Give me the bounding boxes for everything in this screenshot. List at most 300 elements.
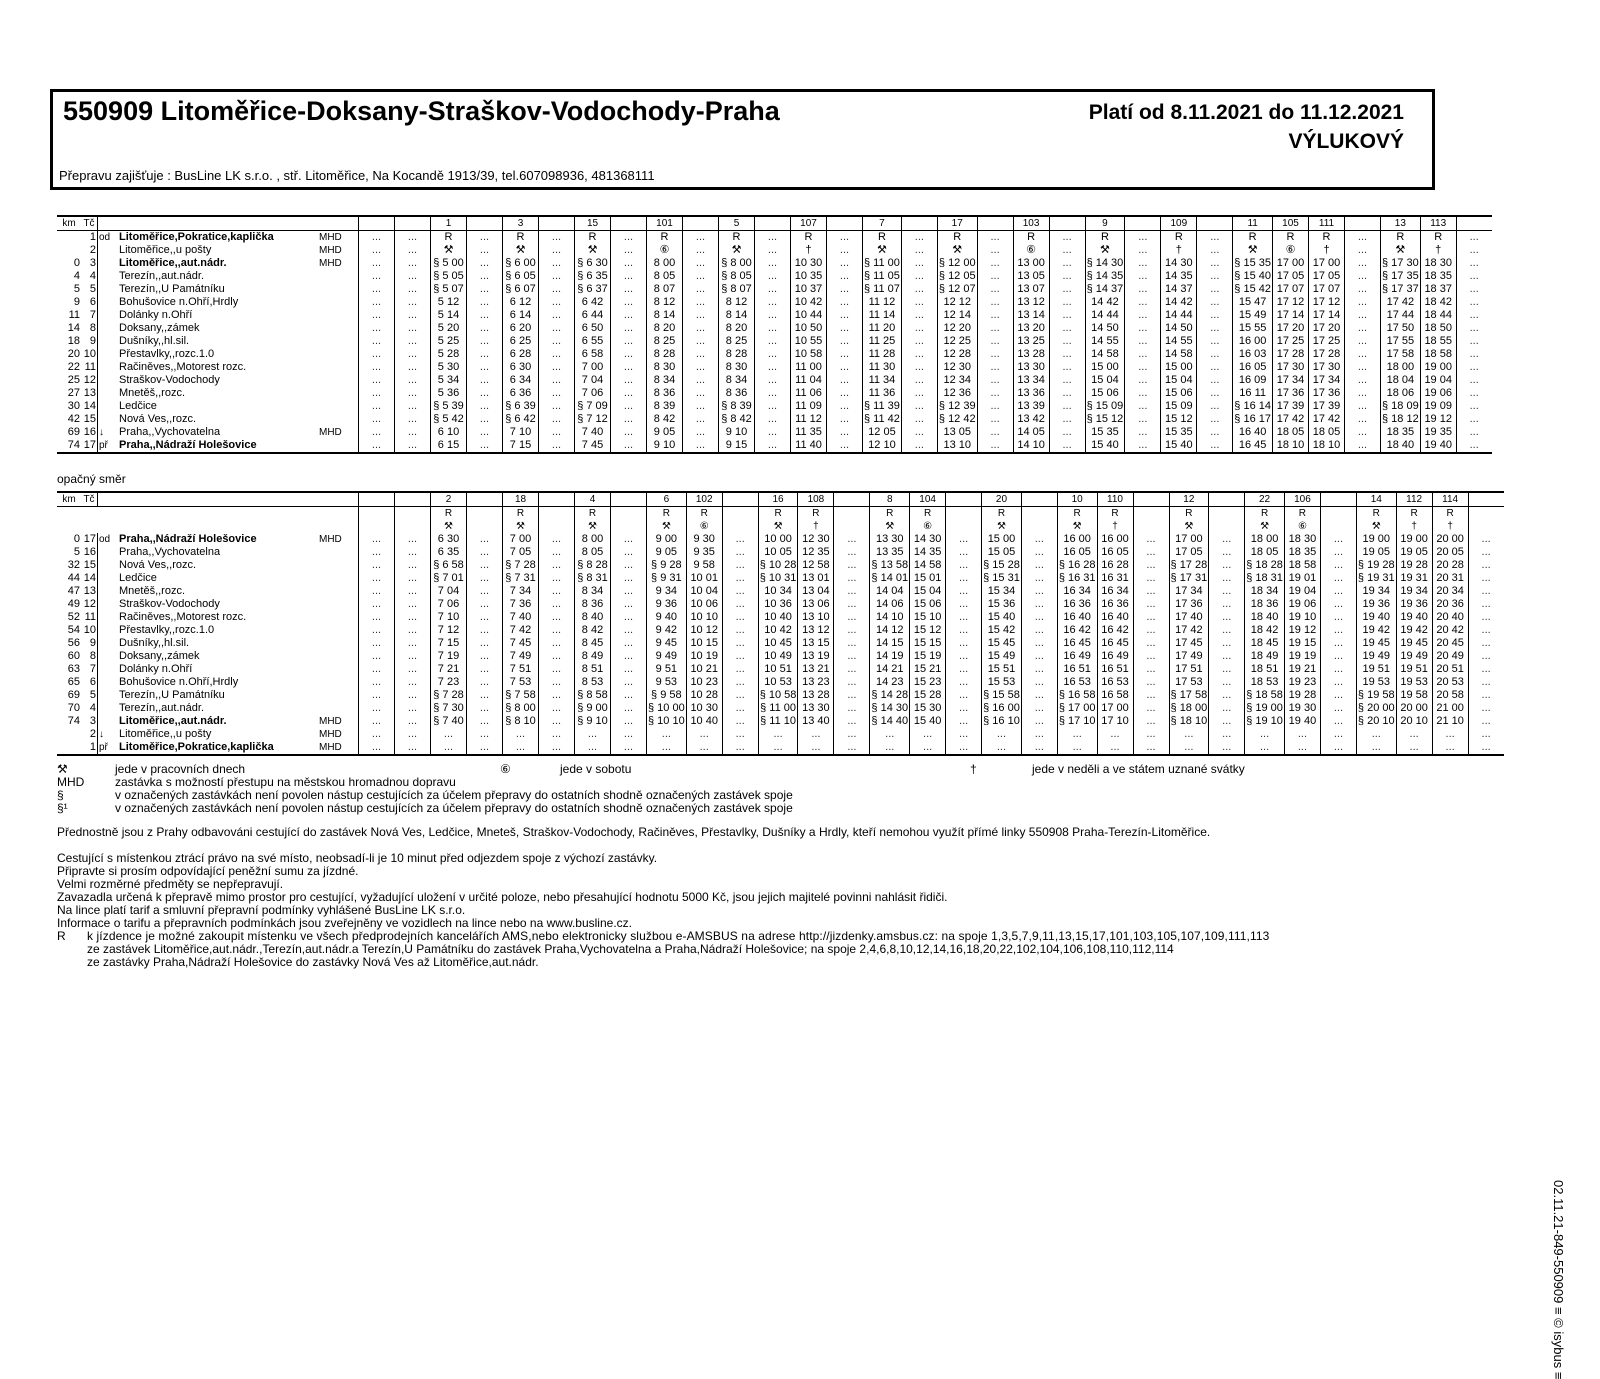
departure-time: ... (611, 309, 647, 322)
departure-time: ... (359, 663, 395, 676)
departure-time: ... (946, 611, 982, 624)
departure-time: ... (467, 348, 503, 361)
stop-direction-mark (98, 257, 119, 270)
trip-note: R (1356, 507, 1396, 521)
departure-time: 17 14 (1273, 309, 1309, 322)
trip-number (755, 216, 791, 231)
departure-time: ... (1396, 728, 1432, 741)
departure-time: § 10 58 (759, 689, 797, 701)
departure-time: 19 23 (1284, 676, 1320, 689)
departure-time: ... (755, 439, 791, 453)
departure-time: 13 10 (937, 439, 977, 453)
trip-note: † (1396, 520, 1432, 533)
departure-time: ... (1209, 676, 1245, 689)
departure-time: ⚒ (1085, 244, 1125, 257)
stop-direction-mark (98, 624, 119, 637)
stop-row (57, 413, 1492, 426)
departure-time: 15 05 (982, 546, 1022, 559)
departure-time: 9 00 (647, 533, 687, 546)
departure-time: 15 45 (982, 637, 1022, 650)
trip-number: 15 (575, 216, 611, 231)
stop-row (57, 546, 1504, 559)
stop-row (57, 650, 1504, 663)
stop-km: 22 (67, 361, 80, 373)
header-box (50, 89, 1435, 190)
departure-time: § 19 58 (1357, 689, 1395, 701)
departure-time: 13 06 (798, 598, 834, 611)
departure-time: ... (1125, 231, 1161, 245)
departure-time: ... (395, 689, 431, 702)
departure-time: 14 12 (870, 624, 910, 637)
stop-direction-mark (98, 676, 119, 689)
departure-time: § 16 10 (983, 715, 1020, 727)
departure-time: § 6 42 (503, 413, 539, 426)
departure-time: 12 58 (798, 559, 834, 572)
departure-time: ... (395, 741, 431, 755)
departure-time: ... (359, 572, 395, 585)
departure-time: 13 30 (798, 702, 834, 715)
departure-time: 15 36 (982, 598, 1022, 611)
departure-time: ... (1169, 728, 1209, 741)
stop-km: 52 (67, 611, 80, 623)
stop-tc: 15 (81, 559, 98, 572)
departure-time: ... (977, 244, 1013, 257)
departure-time: 14 19 (870, 650, 910, 663)
departure-time: ... (611, 374, 647, 387)
note-reservation-text: k jízdence je možné zakoupit místenku ve všech předprodejních kancelářích AMS,nebo elektronicky službou e-AMSBUS na adrese http://jizdenky.amsbus.cz: na spoje 1,3,5,7,9,11,13,15,17,101,103,105,107,109,111,113 (87, 929, 1270, 943)
departure-time: ... (683, 270, 719, 283)
departure-time: 15 40 (1085, 439, 1125, 453)
departure-time: ... (1049, 309, 1085, 322)
departure-time: ... (977, 361, 1013, 374)
departure-time: ... (1097, 741, 1133, 755)
departure-time: 18 00 (1245, 533, 1285, 546)
departure-time: ... (1133, 624, 1169, 637)
departure-time: 9 05 (647, 546, 687, 559)
stop-row (57, 559, 1504, 572)
departure-time: ... (611, 387, 647, 400)
departure-time: ... (946, 546, 982, 559)
departure-time: § 18 31 (1246, 572, 1283, 584)
departure-time: ... (1125, 283, 1161, 296)
stop-mhd: MHD (318, 257, 359, 270)
departure-time: 14 05 (1013, 426, 1049, 439)
departure-time: 18 36 (1245, 598, 1285, 611)
departure-time: ... (901, 387, 937, 400)
departure-time: ... (503, 728, 539, 741)
departure-time: 16 53 (1097, 676, 1133, 689)
departure-time: § 9 00 (575, 702, 611, 715)
departure-time: ... (827, 426, 863, 439)
departure-time: ... (1209, 611, 1245, 624)
departure-time: 19 04 (1420, 374, 1456, 387)
departure-time: ... (359, 598, 395, 611)
departure-time: ... (1468, 702, 1504, 715)
departure-time: ... (798, 741, 834, 755)
departure-time: ... (539, 439, 575, 453)
stop-tc: 11 (81, 361, 98, 374)
departure-time: ... (977, 413, 1013, 426)
trip-note (467, 507, 503, 521)
stop-mhd (318, 400, 359, 413)
departure-time: § 7 58 (503, 689, 539, 702)
departure-time: ... (539, 611, 575, 624)
departure-time: ... (467, 715, 503, 728)
departure-time: 17 40 (1169, 611, 1209, 624)
departure-time: 20 58 (1432, 689, 1468, 702)
departure-time: ... (722, 650, 758, 663)
departure-time: 14 21 (870, 663, 910, 676)
trip-note: R (575, 507, 611, 521)
departure-time: 19 51 (1356, 663, 1396, 676)
departure-time: ... (467, 361, 503, 374)
departure-time: 18 05 (1245, 546, 1285, 559)
departure-time: 17 30 (1273, 361, 1309, 374)
stop-tc: 13 (81, 585, 98, 598)
departure-time: § 8 28 (575, 559, 611, 572)
carrier-info: Přepravu zajišťuje : BusLine LK s.r.o. , stř. Litoměřice, Na Kocandě 1913/39, tel.607098936, 481368111 (59, 168, 655, 183)
departure-time: ... (901, 439, 937, 453)
departure-time: ... (611, 270, 647, 283)
departure-time: ... (755, 257, 791, 270)
departure-time: 6 34 (503, 374, 539, 387)
departure-time: ... (539, 689, 575, 702)
departure-time: 14 30 (1161, 257, 1197, 270)
departure-time: 10 58 (791, 348, 827, 361)
departure-time: § 5 00 (431, 257, 467, 270)
stop-row (57, 257, 1492, 270)
stop-km: 65 (67, 676, 80, 688)
departure-time: 8 42 (647, 413, 683, 426)
trip-number: 17 (937, 216, 977, 231)
departure-time: 10 36 (758, 598, 798, 611)
departure-time: ... (467, 296, 503, 309)
stop-name: Litoměřice,,aut.nádr. (119, 257, 227, 269)
departure-time: 17 20 (1273, 322, 1309, 335)
departure-time: 20 00 (1432, 533, 1468, 546)
departure-time: ... (1456, 257, 1492, 270)
departure-time: 15 35 (1161, 426, 1197, 439)
reservation-symbol: R (57, 929, 66, 943)
departure-time: ... (1021, 559, 1057, 572)
departure-time: ... (467, 533, 503, 546)
departure-time: 13 34 (1013, 374, 1049, 387)
departure-time: 14 58 (1161, 348, 1197, 361)
departure-time: ... (395, 702, 431, 715)
departure-time: ... (1125, 296, 1161, 309)
note-large-items: Velmi rozměrné předměty se nepřepravují. (57, 877, 284, 891)
departure-time: 10 30 (791, 257, 827, 270)
departure-time: 11 09 (791, 400, 827, 413)
departure-time: ... (901, 426, 937, 439)
trip-number: 113 (1420, 216, 1456, 231)
trip-note (1468, 507, 1504, 521)
stop-direction-mark (98, 400, 119, 413)
trip-note: ⚒ (1356, 520, 1396, 533)
departure-time: 13 30 (870, 533, 910, 546)
stop-mhd (318, 322, 359, 335)
departure-time: ... (755, 283, 791, 296)
departure-time: ... (1320, 702, 1356, 715)
departure-time: ... (1197, 244, 1233, 257)
departure-time: ... (539, 335, 575, 348)
departure-time: § 18 10 (1170, 715, 1208, 727)
departure-time: ... (1021, 728, 1057, 741)
departure-time: § 15 42 (1234, 283, 1271, 295)
departure-time: 14 55 (1085, 335, 1125, 348)
departure-time: 7 04 (575, 374, 611, 387)
departure-time: ... (977, 426, 1013, 439)
departure-time: ... (946, 598, 982, 611)
trip-note: R (431, 507, 467, 521)
departure-time: ... (1345, 322, 1381, 335)
departure-time: ... (1456, 296, 1492, 309)
departure-time: ... (467, 663, 503, 676)
departure-time: 16 00 (1057, 533, 1097, 546)
departure-time: † (1161, 244, 1197, 257)
departure-time: 18 00 (1381, 361, 1421, 374)
stop-km: 63 (67, 663, 80, 675)
departure-time: ... (1396, 741, 1432, 755)
trip-note (1209, 507, 1245, 521)
trip-note (359, 520, 395, 533)
departure-time: ... (1125, 413, 1161, 426)
departure-time: ... (1021, 585, 1057, 598)
departure-time: ... (977, 439, 1013, 453)
stop-direction-mark (98, 598, 119, 611)
departure-time: ... (1209, 585, 1245, 598)
departure-time: ... (539, 650, 575, 663)
stop-km: 30 (67, 400, 80, 412)
stop-km: 60 (67, 650, 80, 662)
departure-time: ... (467, 585, 503, 598)
departure-time: ... (395, 663, 431, 676)
departure-time: 19 49 (1356, 650, 1396, 663)
departure-time: ... (755, 374, 791, 387)
departure-time: 18 35 (1381, 426, 1421, 439)
departure-time: ... (722, 598, 758, 611)
departure-time: ... (1133, 728, 1169, 741)
note-priority: Přednostně jsou z Prahy odbavováni cestující do zastávek Nová Ves, Ledčice, Mneteš, Straškov-Vodochody, Račiněves, Přestavlky, Dušníky a Hrdly, kteří nemohou využít přímé linky 550908 Praha-Terezín-Litoměřice. (57, 825, 1211, 839)
departure-time: ⚒ (431, 244, 467, 257)
departure-time: ... (359, 322, 395, 335)
departure-time: § 6 35 (575, 270, 611, 283)
departure-time: 10 45 (758, 637, 798, 650)
trip-note: R (1097, 507, 1133, 521)
departure-time: 15 06 (1161, 387, 1197, 400)
departure-time: 7 15 (431, 637, 467, 650)
departure-time: ... (611, 257, 647, 270)
departure-time: ... (611, 598, 647, 611)
departure-time: ... (827, 257, 863, 270)
departure-time: 9 15 (719, 439, 755, 453)
departure-time: ... (834, 572, 870, 585)
departure-time: ⑥ (1013, 244, 1049, 257)
departure-time: 5 34 (431, 374, 467, 387)
departure-time: 13 25 (1013, 335, 1049, 348)
departure-time: ... (1456, 283, 1492, 296)
departure-time: 18 42 (1420, 296, 1456, 309)
departure-time: 15 10 (910, 611, 946, 624)
departure-time: § 5 05 (431, 270, 467, 283)
departure-time: 17 45 (1169, 637, 1209, 650)
departure-time: ... (901, 296, 937, 309)
departure-time: ... (395, 231, 431, 245)
departure-time: ... (1049, 374, 1085, 387)
departure-time: ... (946, 624, 982, 637)
departure-time: ... (946, 533, 982, 546)
departure-time: ... (1209, 624, 1245, 637)
tc-header: Tč (81, 216, 98, 231)
trip-note: R (1284, 507, 1320, 521)
trip-number (1021, 492, 1057, 507)
departure-time: ... (539, 728, 575, 741)
departure-time: 11 06 (791, 387, 827, 400)
stop-direction-mark: ↓ (99, 427, 104, 438)
departure-time: ... (359, 676, 395, 689)
departure-time: 15 01 (910, 572, 946, 585)
trip-note: R (910, 507, 946, 521)
departure-time: 14 06 (870, 598, 910, 611)
departure-time: ... (359, 426, 395, 439)
departure-time: 10 49 (758, 650, 798, 663)
departure-time: 17 05 (1309, 270, 1345, 283)
departure-time: ... (722, 728, 758, 741)
departure-time: 16 36 (1057, 598, 1097, 611)
departure-time: 8 34 (719, 374, 755, 387)
departure-time: 7 40 (503, 611, 539, 624)
departure-time: 15 06 (910, 598, 946, 611)
departure-time: ... (722, 637, 758, 650)
departure-time: ... (1049, 439, 1085, 453)
trip-note: ⚒ (503, 520, 539, 533)
departure-time: ... (1197, 309, 1233, 322)
stop-tc: 14 (81, 400, 98, 413)
departure-time: ... (539, 741, 575, 755)
departure-time: ... (1125, 348, 1161, 361)
stop-mhd: MHD (318, 728, 359, 741)
departure-time: † (1309, 244, 1345, 257)
departure-time: 6 36 (503, 387, 539, 400)
departure-time: ... (467, 244, 503, 257)
departure-time: 10 19 (686, 650, 722, 663)
departure-time: 10 15 (686, 637, 722, 650)
departure-time: ... (834, 715, 870, 728)
departure-time: 6 44 (575, 309, 611, 322)
departure-time: ... (395, 533, 431, 546)
trip-note: ⚒ (870, 520, 910, 533)
departure-time: 8 49 (575, 650, 611, 663)
departure-time: 11 36 (863, 387, 902, 400)
departure-time: 10 06 (686, 598, 722, 611)
paragraph1-symbol: §¹ (57, 801, 68, 815)
departure-time: ... (539, 309, 575, 322)
trip-note: † (1432, 520, 1468, 533)
departure-time: ... (395, 387, 431, 400)
departure-time: ... (1456, 270, 1492, 283)
departure-time: ... (539, 676, 575, 689)
departure-time: 15 35 (1085, 426, 1125, 439)
departure-time: ... (539, 546, 575, 559)
departure-time: 19 10 (1284, 611, 1320, 624)
departure-time: § 6 05 (503, 270, 539, 283)
stop-header (98, 216, 359, 231)
departure-time: ... (683, 283, 719, 296)
departure-time: 17 51 (1169, 663, 1209, 676)
trip-number (359, 492, 395, 507)
trip-note (611, 507, 647, 521)
departure-time: 7 10 (431, 611, 467, 624)
stop-row (57, 728, 1504, 741)
departure-time: ... (1169, 741, 1209, 755)
departure-time: 20 28 (1432, 559, 1468, 572)
departure-time: ... (539, 361, 575, 374)
departure-time: 9 49 (647, 650, 687, 663)
departure-time: ... (539, 559, 575, 572)
trip-note (539, 520, 575, 533)
trip-number (467, 216, 503, 231)
departure-time: 13 36 (1013, 387, 1049, 400)
stop-km: 69 (67, 689, 80, 701)
departure-time: § 11 05 (864, 270, 900, 282)
stop-direction-mark (98, 335, 119, 348)
departure-time: 14 58 (1085, 348, 1125, 361)
departure-time: 16 58 (1097, 689, 1133, 702)
departure-time: ... (1345, 309, 1381, 322)
departure-time: § 13 58 (871, 559, 909, 571)
departure-time: 20 45 (1432, 637, 1468, 650)
departure-time: ... (1345, 335, 1381, 348)
departure-time: 15 55 (1233, 322, 1273, 335)
departure-time: ... (1245, 741, 1285, 755)
stop-tc: 3 (81, 257, 98, 270)
departure-time: ... (467, 624, 503, 637)
trip-note (1209, 520, 1245, 533)
departure-time: § 10 10 (648, 715, 685, 727)
departure-time: § 12 42 (938, 413, 976, 425)
departure-time: ... (901, 400, 937, 413)
note-spacer (57, 507, 359, 521)
legend-paragraph: v označených zastávkách není povolen nástup cestujících za účelem přepravy do ostatních shodně označených zastávek spoje (115, 788, 793, 802)
departure-time: ... (395, 585, 431, 598)
departure-time: ... (1125, 309, 1161, 322)
departure-time: § 11 00 (864, 257, 900, 269)
trip-note (395, 520, 431, 533)
departure-time: ... (359, 270, 395, 283)
departure-time: 8 51 (575, 663, 611, 676)
stop-name: Nová Ves,,rozc. (119, 413, 197, 425)
departure-time: ... (758, 728, 798, 741)
stop-tc: 11 (81, 611, 98, 624)
departure-time: ... (539, 585, 575, 598)
departure-time: 6 20 (503, 322, 539, 335)
departure-time: 10 23 (686, 676, 722, 689)
departure-time: 13 28 (798, 689, 834, 702)
note-info: Informace o tarifu a přepravních podmínkách jsou zveřejněny ve vozidlech na lince nebo na www.busline.cz. (57, 916, 632, 930)
departure-time: 8 53 (575, 676, 611, 689)
departure-time: 18 53 (1245, 676, 1285, 689)
departure-time: 8 07 (647, 283, 683, 296)
stop-direction-mark (98, 270, 119, 283)
departure-time: ... (1021, 624, 1057, 637)
departure-time: ... (722, 702, 758, 715)
trip-number: 9 (1085, 216, 1125, 231)
stop-tc: 1 (81, 741, 98, 755)
departure-time: ... (359, 400, 395, 413)
departure-time: 7 49 (503, 650, 539, 663)
departure-time: 11 30 (863, 361, 902, 374)
departure-time: ... (1209, 572, 1245, 585)
